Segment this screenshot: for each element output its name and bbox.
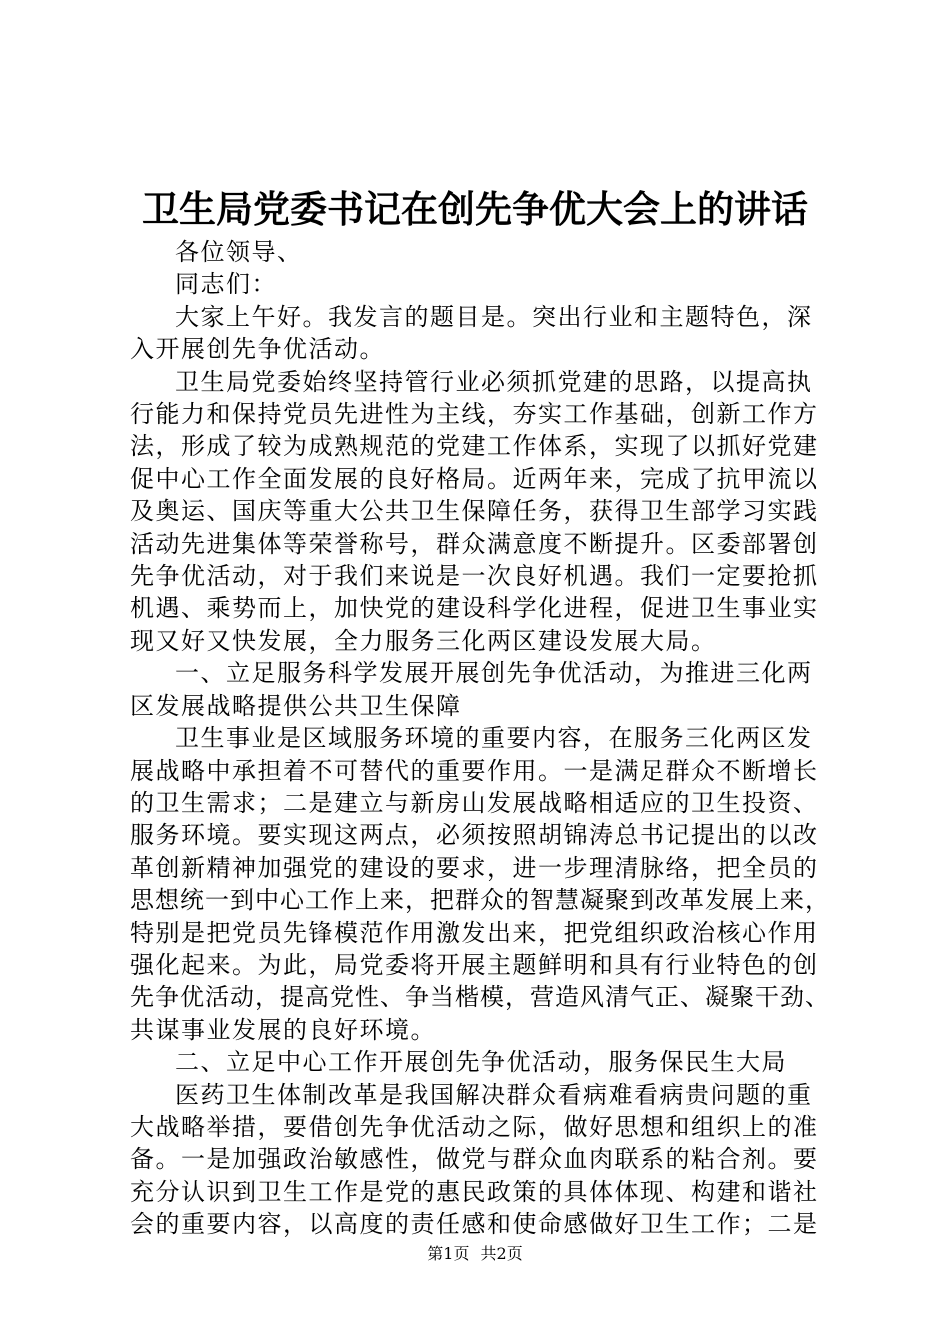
text-line: 备。一是加强政治敏感性，做党与群众血肉联系的粘合剂。要 (130, 1145, 819, 1174)
page-footer (0, 1244, 950, 1264)
text-line: 充分认识到卫生工作是党的惠民政策的具体体现、构建和谐社 (130, 1177, 819, 1206)
text-line: 医药卫生体制改革是我国解决群众看病难看病贵问题的重 (175, 1080, 813, 1109)
text-line: 卫生事业是区域服务环境的重要内容，在服务三化两区发 (175, 724, 813, 753)
page-total: 共2页 (480, 1244, 523, 1263)
document-title: 卫生局党委书记在创先争优大会上的讲话 (142, 187, 808, 231)
text-line: 大家上午好。我发言的题目是。突出行业和主题特色，深 (175, 302, 813, 331)
text-line: 各位领导、 (175, 238, 303, 266)
text-line: 会的重要内容，以高度的责任感和使命感做好卫生工作；二是 (130, 1210, 819, 1239)
text-line: 的卫生需求；二是建立与新房山发展战略相适应的卫生投资、 (130, 788, 819, 817)
text-line: 及奥运、国庆等重大公共卫生保障任务，获得卫生部学习实践 (130, 497, 819, 526)
text-line: 展战略中承担着不可替代的重要作用。一是满足群众不断增长 (130, 756, 819, 785)
text-line: 先争优活动，提高党性、争当楷模，营造风清气正、凝聚干劲、 (130, 983, 830, 1012)
text-line: 一、立足服务科学发展开展创先争优活动，为推进三化两 (175, 659, 813, 688)
text-line: 法，形成了较为成熟规范的党建工作体系，实现了以抓好党建 (130, 432, 819, 461)
text-line: 促中心工作全面发展的良好格局。近两年来，完成了抗甲流以 (130, 464, 819, 493)
text-line: 先争优活动，对于我们来说是一次良好机遇。我们一定要抢抓 (130, 562, 819, 591)
text-line: 二、立足中心工作开展创先争优活动，服务保民生大局 (175, 1048, 787, 1077)
text-line: 卫生局党委始终坚持管行业必须抓党建的思路，以提高执 (175, 367, 813, 396)
document-body (130, 236, 830, 1241)
text-line: 入开展创先争优活动。 (130, 335, 385, 364)
text-line: 共谋事业发展的良好环境。 (130, 1015, 436, 1044)
text-line: 区发展战略提供公共卫生保障 (130, 691, 462, 720)
text-line: 革创新精神加强党的建设的要求，进一步理清脉络，把全员的 (130, 853, 819, 882)
text-line: 活动先进集体等荣誉称号，群众满意度不断提升。区委部署创 (130, 529, 819, 558)
text-line: 思想统一到中心工作上来，把群众的智慧凝聚到改革发展上来， (130, 886, 830, 915)
text-line: 机遇、乘势而上，加快党的建设科学化进程，促进卫生事业实 (130, 594, 819, 623)
text-line: 特别是把党员先锋模范作用激发出来，把党组织政治核心作用 (130, 918, 819, 947)
text-line: 行能力和保持党员先进性为主线，夯实工作基础，创新工作方 (130, 400, 819, 429)
text-line: 现又好又快发展，全力服务三化两区建设发展大局。 (130, 626, 717, 655)
text-line: 同志们： (175, 270, 277, 299)
text-line: 强化起来。为此，局党委将开展主题鲜明和具有行业特色的创 (130, 950, 819, 979)
text-line: 服务环境。要实现这两点，必须按照胡锦涛总书记提出的以改 (130, 821, 819, 850)
page-number: 第1页 (427, 1244, 470, 1263)
text-line: 大战略举措，要借创先争优活动之际，做好思想和组织上的准 (130, 1112, 819, 1141)
